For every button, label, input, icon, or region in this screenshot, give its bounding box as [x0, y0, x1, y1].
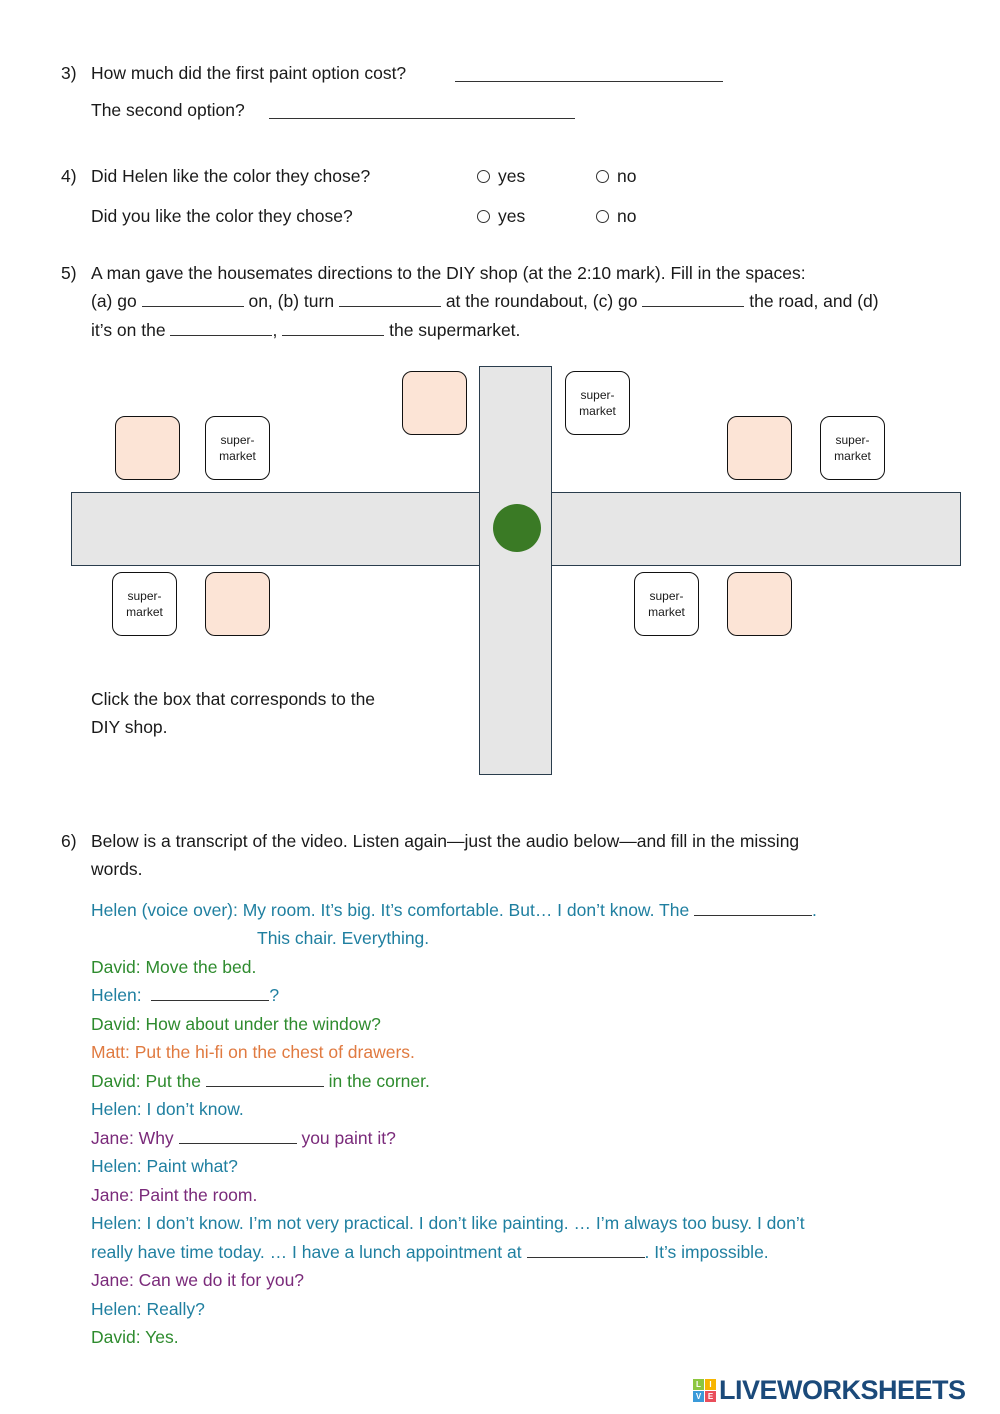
q4-helen-yes-radio[interactable] — [477, 166, 525, 187]
q3-answer-input-2[interactable] — [269, 104, 575, 119]
supermarket-box — [565, 371, 630, 435]
q4-question: Did Helen like the color they chose? — [91, 166, 371, 186]
q4-you-no-radio[interactable] — [596, 206, 636, 227]
transcript-line: Helen: Paint what? — [91, 1156, 238, 1176]
supermarket-label: super- market — [648, 589, 685, 619]
transcript-line: Jane: Can we do it for you? — [91, 1270, 305, 1290]
diy-option-box[interactable] — [402, 371, 467, 435]
transcript-line — [91, 900, 817, 921]
q5-line-1: A man gave the housemates directions to the DIY shop (at the 2:10 mark). Fill in the spaces: — [91, 263, 806, 283]
q3-answer-input-1[interactable] — [455, 67, 723, 82]
text: Helen (voice over): My room. It’s big. It’s comfortable. But… I don’t know. The — [91, 900, 690, 920]
transcript-line — [91, 1128, 396, 1149]
q3-number: 3) — [61, 63, 77, 83]
q5-line-2 — [91, 291, 879, 312]
transcript-line: Helen: Really? — [91, 1299, 205, 1319]
radio-circle-icon[interactable] — [596, 170, 609, 183]
q6-line-1: Below is a transcript of the video. Listen again—just the audio below—and fill in the missing — [91, 831, 800, 851]
q4-you-yes-radio[interactable] — [477, 206, 525, 227]
transcript-line: Matt: Put the hi-fi on the chest of drawers. — [91, 1042, 415, 1062]
q5-blank-c[interactable] — [642, 292, 744, 307]
text: the road, and (d) — [749, 291, 879, 311]
transcript-line — [91, 985, 279, 1006]
q6-number: 6) — [61, 831, 77, 851]
transcript-blank-3[interactable] — [206, 1072, 324, 1087]
supermarket-box — [205, 416, 270, 480]
transcript-line: David: How about under the window? — [91, 1014, 381, 1034]
text: . It’s impossible. — [644, 1242, 769, 1262]
text: it’s on the — [91, 320, 166, 340]
badge-letter: I — [705, 1379, 716, 1390]
logo-text: LIVEWORKSHEETS — [719, 1375, 966, 1405]
q5-blank-d1[interactable] — [170, 321, 272, 336]
q3-question-2: The second option? — [91, 100, 245, 120]
diy-option-box[interactable] — [727, 572, 792, 636]
q4-helen-no-radio[interactable] — [596, 166, 636, 187]
text: . — [812, 900, 817, 920]
supermarket-box — [634, 572, 699, 636]
supermarket-box — [112, 572, 177, 636]
q4-question-2: Did you like the color they chose? — [91, 206, 353, 226]
text: (a) go — [91, 291, 137, 311]
liveworksheets-logo — [693, 1375, 966, 1406]
roundabout — [493, 504, 541, 552]
q5-line-3 — [91, 320, 520, 341]
text: in the corner. — [328, 1071, 430, 1091]
transcript-line: Jane: Paint the room. — [91, 1185, 258, 1205]
live-badge-icon — [693, 1379, 716, 1402]
transcript-line — [91, 1242, 769, 1263]
transcript-blank-4[interactable] — [179, 1129, 297, 1144]
transcript-line: Helen: I don’t know. — [91, 1099, 244, 1119]
vertical-road — [479, 366, 552, 775]
text: really have time today. … I have a lunch appointment at — [91, 1242, 522, 1262]
text: you paint it? — [301, 1128, 396, 1148]
map-instruction-2: DIY shop. — [91, 717, 168, 737]
supermarket-label: super- market — [834, 433, 871, 463]
text: at the roundabout, (c) go — [445, 291, 638, 311]
badge-letter: L — [693, 1379, 704, 1390]
radio-circle-icon[interactable] — [477, 170, 490, 183]
diy-option-box[interactable] — [727, 416, 792, 480]
badge-letter: E — [705, 1391, 716, 1402]
q4-number: 4) — [61, 166, 77, 186]
q5-blank-a[interactable] — [142, 292, 244, 307]
text: on, (b) turn — [248, 291, 335, 311]
q5-number: 5) — [61, 263, 77, 283]
yes-label: yes — [498, 166, 526, 186]
text: Jane: Why — [91, 1128, 174, 1148]
text: , — [272, 320, 278, 340]
transcript-line: Helen: I don’t know. I’m not very practical. I don’t like painting. … I’m always too busy. I don’t — [91, 1213, 805, 1233]
transcript-blank-2[interactable] — [151, 986, 269, 1001]
text: Helen: — [91, 985, 142, 1005]
yes-label: yes — [498, 206, 526, 226]
transcript-blank-1[interactable] — [694, 901, 812, 916]
transcript-line: David: Move the bed. — [91, 957, 257, 977]
q6-line-2: words. — [91, 859, 143, 879]
radio-circle-icon[interactable] — [477, 210, 490, 223]
badge-letter: V — [693, 1391, 704, 1402]
diy-option-box[interactable] — [115, 416, 180, 480]
text: ? — [269, 985, 280, 1005]
supermarket-label: super- market — [219, 433, 256, 463]
supermarket-label: super- market — [579, 388, 616, 418]
diy-option-box[interactable] — [205, 572, 270, 636]
transcript-blank-5[interactable] — [527, 1243, 645, 1258]
q5-blank-d2[interactable] — [282, 321, 384, 336]
text: David: Put the — [91, 1071, 201, 1091]
q3-question: How much did the first paint option cost? — [91, 63, 407, 83]
transcript-line: This chair. Everything. — [257, 928, 430, 948]
no-label: no — [617, 166, 637, 186]
radio-circle-icon[interactable] — [596, 210, 609, 223]
supermarket-label: super- market — [126, 589, 163, 619]
supermarket-box — [820, 416, 885, 480]
text: the supermarket. — [389, 320, 521, 340]
transcript-line — [91, 1071, 430, 1092]
map-instruction-1: Click the box that corresponds to the — [91, 689, 376, 709]
no-label: no — [617, 206, 637, 226]
transcript-line: David: Yes. — [91, 1327, 179, 1347]
q5-blank-b[interactable] — [339, 292, 441, 307]
